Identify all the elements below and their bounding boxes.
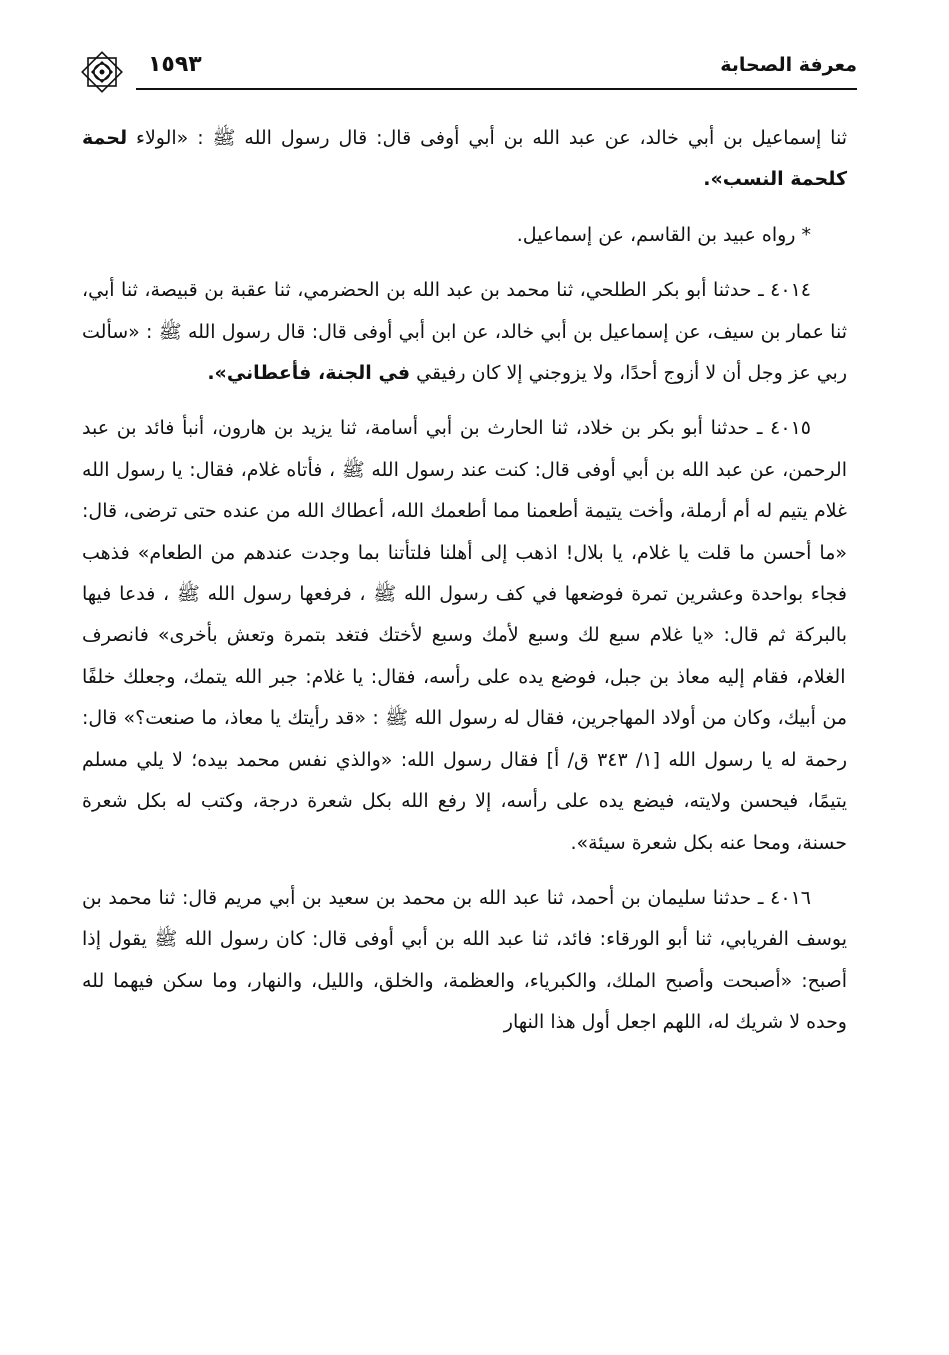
text-line: قبيصة، ثنا أبي، ثنا عمار بن سيف، عن إسماعيل بن أبي خالد، عن ابن أبي أوفى قال: [82,279,847,343]
text-line: محمد بن يوسف الفريابي، ثنا أبو الورقاء: فائد، ثنا عبد الله بن أبي أوفى قال: كان [82,886,847,951]
text-line: غلام، فقال: يا رسول الله غلام يتيم له أم أرملة، وأخت يتيمة أطعمنا مما أطعمك الله، [82,458,847,523]
paragraph-1 [82,215,847,256]
text-line: سبع لك وسبع لأمك وسبع لأختك فتغد بتمرة وتعش بأخرى» فانصرف الغلام، فقام [82,624,846,688]
text-line: لحمة كلحمة النسب». [82,127,847,191]
text-line: قال رسول الله ﷺ : «سألت ربي عز وجل أن لا أزوج أحدًا، ولا يزوجني إلا كان رفيقي [82,320,847,385]
text-line: * رواه عبيد بن القاسم، عن إسماعيل. [516,223,811,246]
text-line: بكل شعرة درجة، وكتب له بكل شعرة حسنة، ومحا عنه بكل شعرة سيئة». [82,790,847,854]
text-line: في كف رسول الله ﷺ ، فرفعها رسول الله ﷺ ، فدعا فيها بالبركة ثم قال: «يا غلام [82,583,847,647]
paragraph-3 [82,408,847,863]
text-line: صنعت؟» قال: رحمة له يا رسول الله [١/ ٣٤٣ ق/ أ] فقال رسول الله: «والذي نفس [82,707,847,771]
text-line: ٤٠١٥ ـ حدثنا أبو بكر بن خلاد، ثنا الحارث بن أبي أسامة، ثنا يزيد بن هارون، أنبأ [174,417,811,440]
text-line: أعطاك الله من عنده حتى ترضى، قال: «ما أحسن ما قلت يا غلام، يا بلال! اذهب إلى [82,500,848,564]
header-rule [136,88,857,90]
text-line: في الجنة، فأعطاني». [207,362,411,385]
text-line: محمد بيده؛ لا يلي مسلم يتيمًا، فيحسن ولايته، فيضع يده على رأسه، إلا رفع الله [82,748,847,813]
text-line: ثنا إسماعيل بن أبي خالد، عن عبد الله بن أبي أوفى قال: قال رسول الله ﷺ : «الولاء [127,127,847,149]
text-line: من أبيك، وكان من أولاد المهاجرين، فقال له رسول الله ﷺ : «قد رأيتك يا معاذ، ما [194,707,848,730]
star-ornament-icon [76,46,128,98]
text-line: والليل، والنهار، وما سكن فيهما لله وحده لا شريك له، اللهم اجعل أول هذا النهار [82,969,847,1034]
text-line: إليه معاذ بن جبل، فوضع يده على رأسه، فقال: يا غلام: جبر الله يتمك، وجعلك خلفًا [82,665,745,688]
text-line: ٤٠١٦ ـ حدثنا سليمان بن أحمد، ثنا عبد الله بن محمد بن سعيد بن أبي مريم قال: ثنا [151,886,811,909]
text-line: فائد بن عبد الرحمن، عن عبد الله بن أبي أوفى قال: كنت عند رسول الله ﷺ ، فأتاه [82,417,847,481]
text-line: أهلنا فلتأتنا بما وجدت عندهم من الطعام» فذهب فجاء بواحدة وعشرين تمرة فوضعها [82,541,847,606]
main-text [82,118,847,1044]
running-title: معرفة الصحابة [720,54,857,76]
page-number: ١٥٩٣ [148,52,202,77]
paragraph-2 [82,270,847,394]
text-line: رسول الله ﷺ يقول إذا أصبح: «أصبحت وأصبح الملك، والكبرياء، والعظمة، والخلق، [82,928,848,992]
paragraph-0 [82,118,847,201]
text-line: ٤٠١٤ ـ حدثنا أبو بكر الطلحي، ثنا محمد بن عبد الله بن الحضرمي، ثنا عقبة بن [197,279,811,302]
page-header [78,46,857,98]
paragraph-4 [82,878,847,1044]
